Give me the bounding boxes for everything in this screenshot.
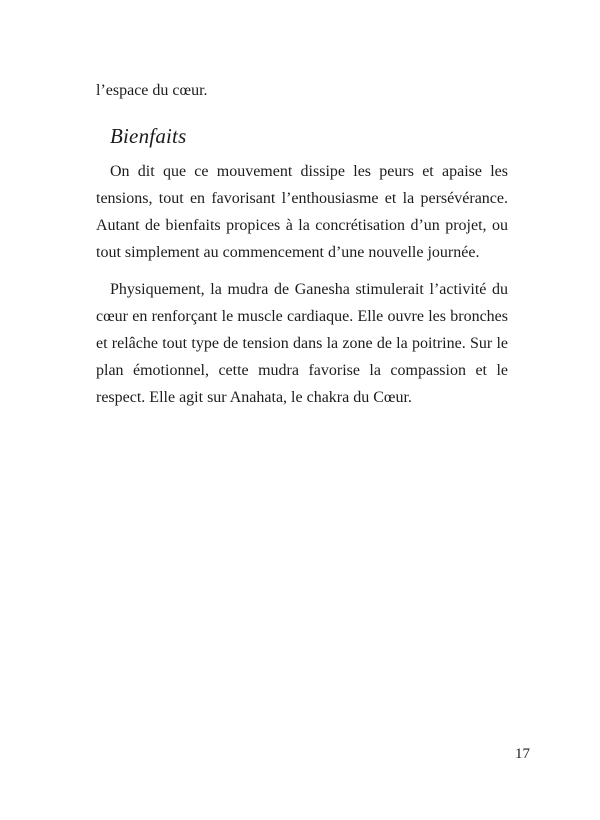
intro-line: l’espace du cœur. — [96, 82, 208, 99]
paragraph-1: On dit que ce mouvement dissipe les peurs et apaise les tensions, tout en favorisant l’enthousiasme et la persévérance. Autant de bienfaits propices à la concrétisation d’un projet, ou tout simplement au commencement d’une nouvelle journée. — [96, 163, 508, 261]
page-body — [96, 78, 508, 421]
paragraph-2: Physiquement, la mudra de Ganesha stimulerait l’activité du cœur en renforçant le muscle cardiaque. Elle ouvre les bronches et relâche tout type de tension dans la zone de la poitrine. Sur le plan émotionnel, cette mudra favorise la compassion et le respect. Elle agit sur Anahata, le chakra du Cœur. — [96, 281, 508, 406]
section-heading: Bienfaits — [110, 124, 187, 148]
page-number: 17 — [515, 746, 530, 762]
